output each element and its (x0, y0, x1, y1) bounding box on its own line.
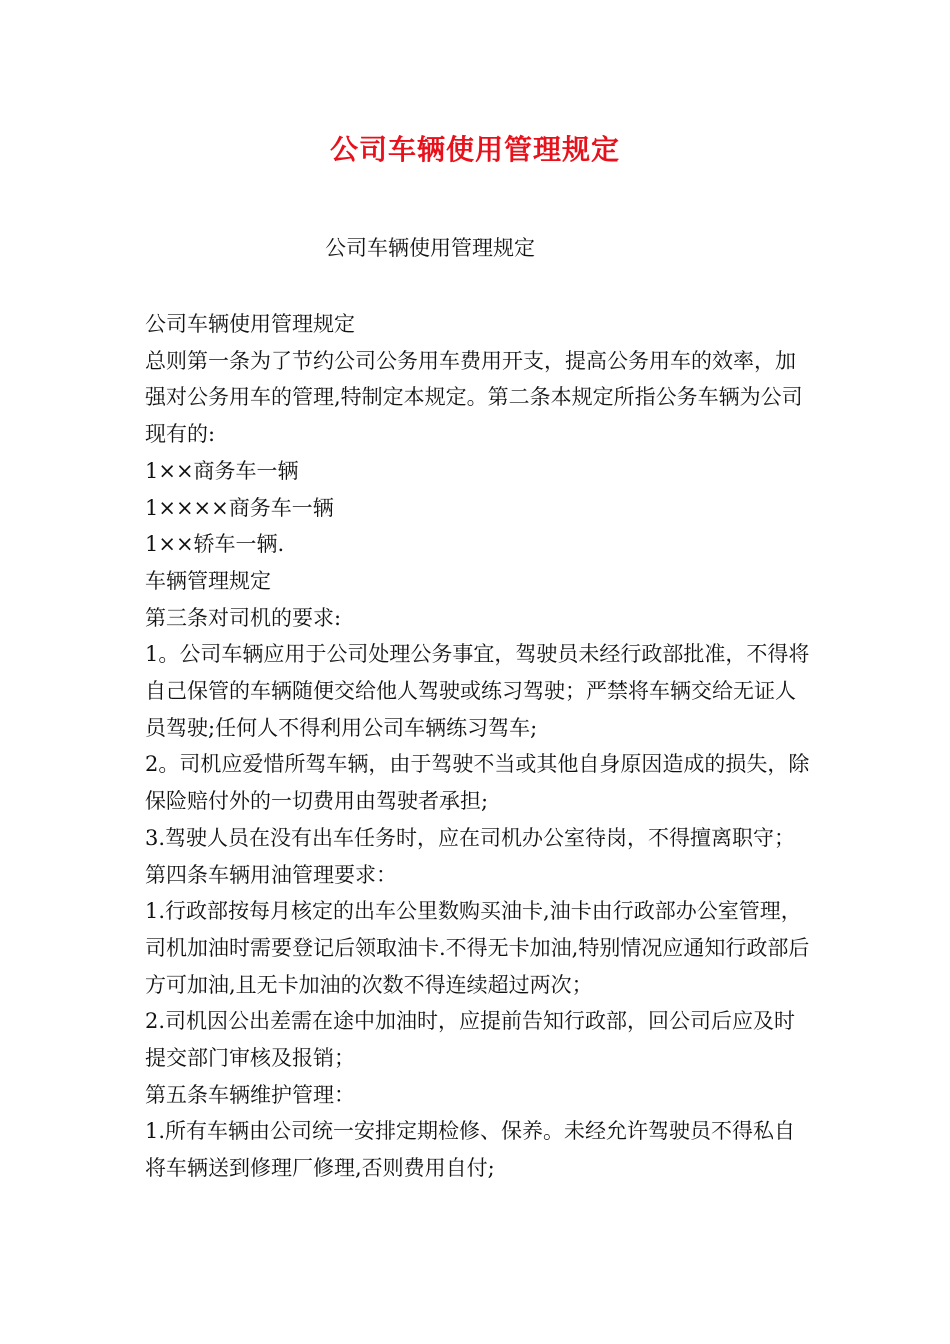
paragraph-article-4: 第四条车辆用油管理要求： (145, 862, 397, 887)
document-body (145, 306, 815, 1187)
paragraph-article-3: 第三条对司机的要求: (145, 605, 342, 630)
document-title: 公司车辆使用管理规定 (329, 133, 620, 166)
paragraph-article-3-item-1: 1。公司车辆应用于公司处理公务事宜，驾驶员未经行政部批准，不得将自己保管的车辆随便交给他人驾驶或练习驾驶；严禁将车辆交给无证人员驾驶;任何人不得利用公司车辆练习驾车; (145, 642, 810, 740)
paragraph-article-3-item-2: 2。司机应爱惜所驾车辆，由于驾驶不当或其他自身原因造成的损失，除保险赔付外的一切费用由驾驶者承担; (145, 752, 810, 814)
paragraph-general: 总则第一条为了节约公司公务用车费用开支，提高公务用车的效率，加强对公务用车的管理,特制定本规定。第二条本规定所指公务车辆为公司现有的: (145, 348, 803, 447)
paragraph-vehicle-3: 1××轿车一辆. (145, 532, 285, 557)
paragraph-section-heading: 车辆管理规定 (145, 568, 271, 593)
paragraph-article-5-item-1: 1.所有车辆由公司统一安排定期检修、保养。未经允许驾驶员不得私自将车辆送到修理厂修理,否则费用自付; (145, 1119, 796, 1181)
paragraph-article-4-item-2: 2.司机因公出差需在途中加油时，应提前告知行政部，回公司后应及时提交部门审核及报销； (145, 1009, 796, 1071)
paragraph-heading: 公司车辆使用管理规定 (145, 312, 355, 336)
paragraph-article-5: 第五条车辆维护管理： (145, 1082, 355, 1107)
paragraph-vehicle-2: 1××××商务车一辆 (145, 495, 334, 520)
paragraph-vehicle-1: 1××商务车一辆 (145, 458, 299, 483)
document-subtitle: 公司车辆使用管理规定 (325, 236, 535, 260)
paragraph-article-3-item-3: 3.驾驶人员在没有出车任务时，应在司机办公室待岗，不得擅离职守； (145, 825, 796, 850)
paragraph-article-4-item-1: 1.行政部按每月核定的出车公里数购买油卡,油卡由行政部办公室管理，司机加油时需要登记后领取油卡.不得无卡加油,特别情况应通知行政部后方可加油,且无卡加油的次数不得连续超过两次； (145, 899, 810, 997)
